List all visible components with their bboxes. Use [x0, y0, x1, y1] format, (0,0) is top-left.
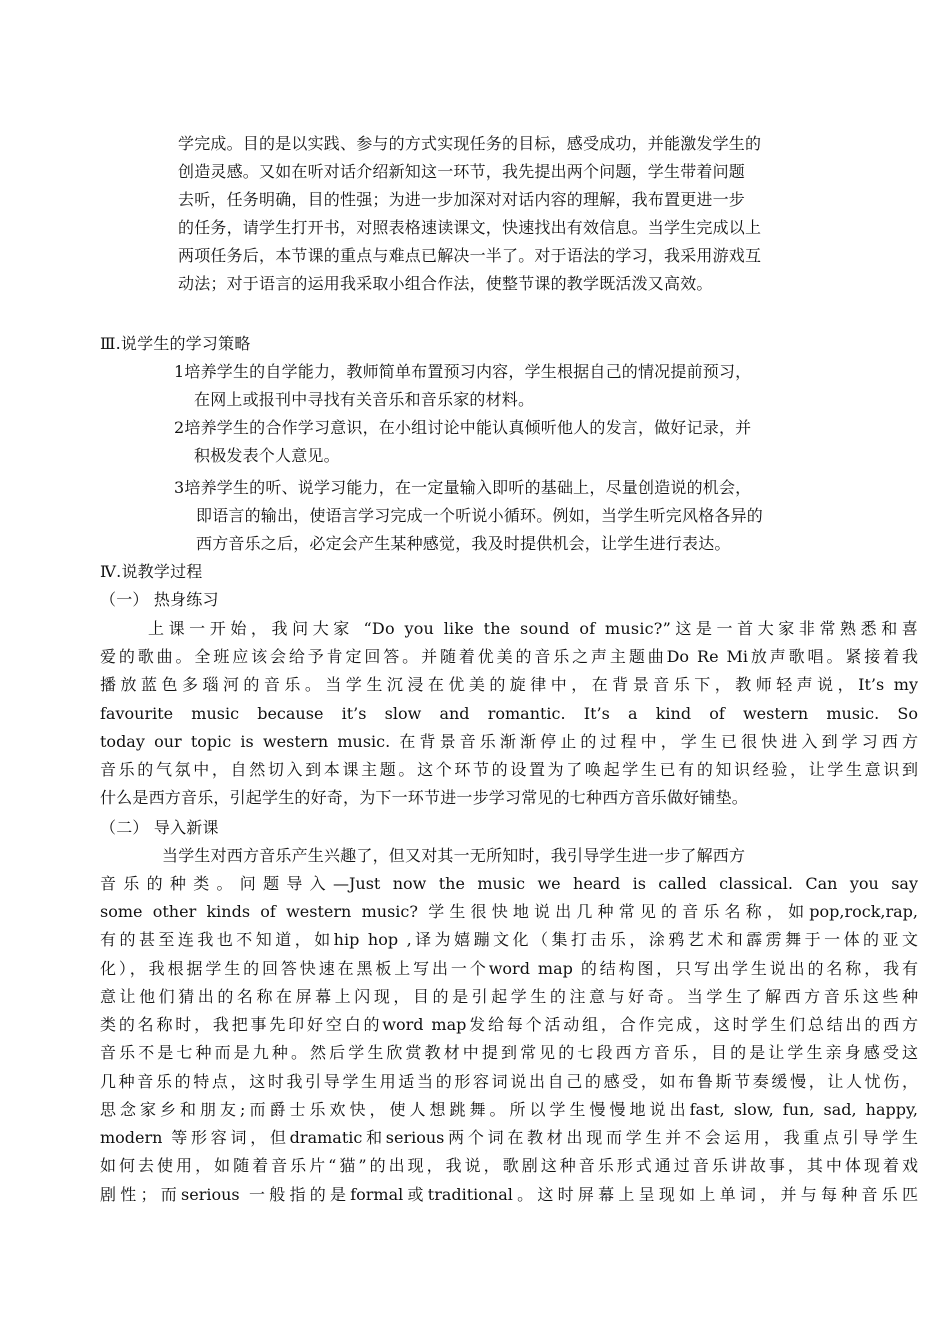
intro-new-line-4: 有的甚至连我也不知道，如hip hop ,译为嬉蹦文化（集打击乐，涂鸦艺术和霹雳舞于一体的亚文	[100, 930, 918, 949]
strategy-2-line-1: 2培养学生的合作学习意识，在小组讨论中能认真倾听他人的发言，做好记录，并	[174, 418, 752, 437]
intro-new-line-11: modern 等形容词，但dramatic和serious两个词在教材出现而学生并不会运用，我重点引导学生	[100, 1128, 918, 1147]
intro-new-line-12: 如何去使用，如随着音乐片“猫”的出现，我说，歌剧这种音乐形式通过音乐讲故事，其中体现着戏	[100, 1156, 918, 1175]
section-4-heading: Ⅳ.说教学过程	[100, 562, 203, 581]
strategy-1-line-2: 在网上或报刊中寻找有关音乐和音乐家的材料。	[194, 390, 535, 409]
intro-new-line-2: 音乐的种类。问题导入—Just now the music we heard is called classical. Can you say	[100, 874, 918, 893]
strategy-3-line-3: 西方音乐之后，必定会产生某种感觉，我及时提供机会，让学生进行表达。	[196, 534, 731, 553]
intro-new-line-9: 几种音乐的特点，这时我引导学生用适当的形容词说出自己的感受，如布鲁斯节奏缓慢，让人忧伤，	[100, 1072, 918, 1091]
warmup-line-7: 什么是西方音乐，引起学生的好奇，为下一环节进一步学习常见的七种西方音乐做好铺垫。	[100, 788, 749, 807]
intro-new-line-13: 剧性；而serious 一般指的是formal或traditional。这时屏幕上呈现如上单词，并与每种音乐匹	[100, 1185, 918, 1204]
strategy-3-line-2: 即语言的输出，使语言学习完成一个听说小循环。例如，当学生听完风格各异的	[196, 506, 764, 525]
intro-new-line-7: 类的名称时，我把事先印好空白的word map发给每个活动组，合作完成，这时学生们总结出的西方	[100, 1015, 918, 1034]
warmup-line-6: 音乐的气氛中，自然切入到本课主题。这个环节的设置为了唤起学生已有的知识经验，让学生意识到	[100, 760, 918, 779]
intro-line-1: 学完成。目的是以实践、参与的方式实现任务的目标，感受成功，并能激发学生的	[178, 134, 762, 153]
intro-line-6: 动法；对于语言的运用我采取小组合作法，使整节课的教学既活泼又高效。	[178, 274, 713, 293]
warmup-line-3: 播放蓝色多瑙河的音乐。当学生沉浸在优美的旋律中，在背景音乐下，教师轻声说，It’s my	[100, 675, 918, 694]
strategy-2-line-2: 积极发表个人意见。	[194, 446, 340, 465]
intro-line-5: 两项任务后，本节课的重点与难点已解决一半了。对于语法的学习，我采用游戏互	[178, 246, 762, 265]
intro-new-line-6: 意让他们猜出的名称在屏幕上闪现，目的是引起学生的注意与好奇。当学生了解西方音乐这些种	[100, 987, 918, 1006]
intro-new-line-3: some other kinds of western music? 学生很快地说出几种常见的音乐名称，如pop,rock,rap,	[100, 902, 918, 921]
intro-line-2: 创造灵感。又如在听对话介绍新知这一环节，我先提出两个问题，学生带着问题	[178, 162, 746, 181]
intro-new-line-5: 化），我根据学生的回答快速在黑板上写出一个word map 的结构图，只写出学生说出的名称，我有	[100, 959, 918, 978]
intro-line-4: 的任务，请学生打开书，对照表格速读课文，快速找出有效信息。当学生完成以上	[178, 218, 762, 237]
intro-line-3: 去听，任务明确，目的性强；为进一步加深对对话内容的理解，我布置更进一步	[178, 190, 746, 209]
warmup-line-4: favourite music because it’s slow and romantic. It’s a kind of western music. So	[100, 704, 918, 723]
strategy-3-line-1: 3培养学生的听、说学习能力，在一定量输入即听的基础上，尽量创造说的机会，	[174, 478, 752, 497]
warmup-line-2: 爱的歌曲。全班应该会给予肯定回答。并随着优美的音乐之声主题曲Do Re Mi放声歌唱。紧接着我	[100, 647, 918, 666]
intro-new-line-10: 思念家乡和朋友;而爵士乐欢快，使人想跳舞。所以学生慢慢地说出fast, slow, fun, sad, happy,	[100, 1100, 918, 1119]
intro-new-line-1: 当学生对西方音乐产生兴趣了，但又对其一无所知时，我引导学生进一步了解西方	[162, 846, 746, 865]
section-3-heading: Ⅲ.说学生的学习策略	[100, 334, 251, 353]
part-2-heading: （二） 导入新课	[100, 818, 219, 837]
strategy-1-line-1: 1培养学生的自学能力，教师简单布置预习内容，学生根据自己的情况提前预习，	[174, 362, 752, 381]
warmup-line-5: today our topic is western music. 在背景音乐渐渐停止的过程中，学生已很快进入到学习西方	[100, 732, 918, 751]
part-1-heading: （一） 热身练习	[100, 590, 219, 609]
warmup-line-1: 上课一开始，我问大家 “Do you like the sound of music?”这是一首大家非常熟悉和喜	[148, 619, 918, 638]
intro-new-line-8: 音乐不是七种而是九种。然后学生欣赏教材中提到常见的七段西方音乐，目的是让学生亲身感受这	[100, 1043, 918, 1062]
